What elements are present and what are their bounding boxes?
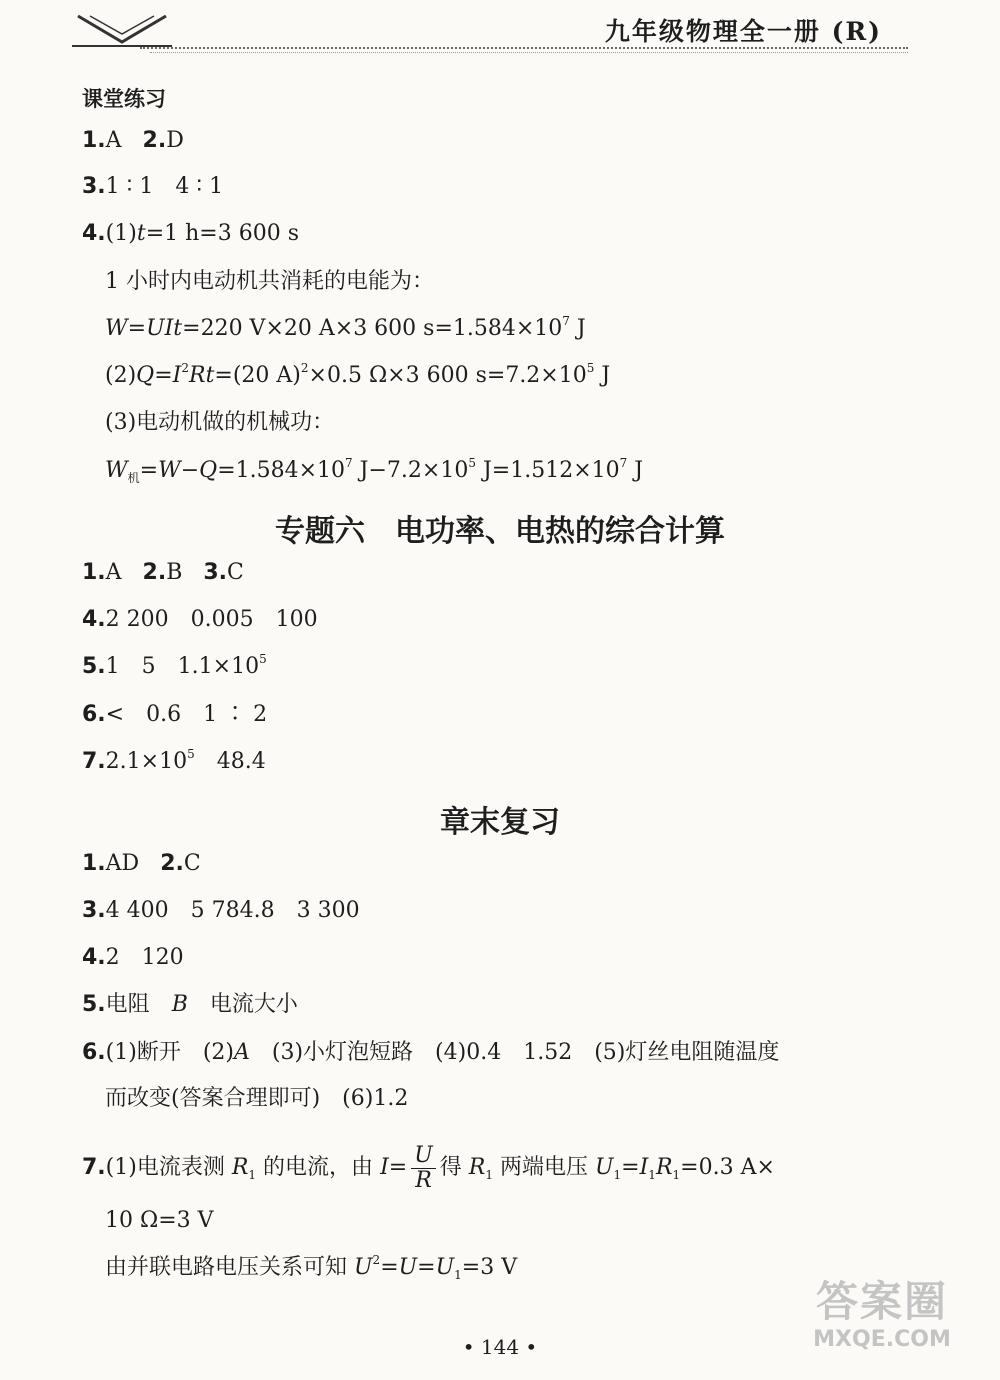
page-header (0, 0, 1000, 60)
answer-line-s3-4: 4.2 120 (82, 945, 184, 970)
equation-electric-work: W=UIt=220 V×20 A×3 600 $s=1.584\times 10^7$ J (105, 314, 586, 341)
answer-line-s3-7-cont: 10 Ω=3 V (105, 1208, 214, 1233)
watermark-url: MXQE.COM (813, 1327, 951, 1352)
answer-line-s2-4: 4.2 200 0.005 100 (82, 607, 318, 632)
answer-line-s3-7: 7.(1)电流表测 $R_1$ 的电流，由 I= $\frac{U}{R}$ 得 $R_1$ 两端电压 $U_1=I_1R_1=0.3$ A× (82, 1142, 775, 1193)
answer-line-3: 3.1 ∶ 1 4 ∶ 1 (82, 174, 224, 199)
answer-line-s2-5: 5.1 5 $1.1\times 10^5$ (82, 652, 267, 679)
section-heading-topic-6: 专题六 电功率、电热的综合计算 (275, 514, 725, 549)
answer-text-mechanical-work: (3)电动机做的机械功： (105, 410, 335, 435)
header-logo-icon (72, 12, 172, 50)
book-title: 九年级物理全一册 (R) (604, 17, 882, 46)
answer-text-energy: 1 小时内电动机共消耗的电能为： (105, 269, 434, 294)
answer-line-s3-3: 3.4 400 5 784.8 3 300 (82, 898, 360, 923)
page-number: • 144 • (462, 1335, 538, 1359)
section-label-classroom: 课堂练习 (82, 87, 166, 111)
equation-mechanical-work: $W_机=W-Q=1.584\times 10^7$ $J-7.2\times 10^5$ $J=1.512\times 10^7$ J (105, 456, 644, 485)
header-divider-secondary (150, 52, 908, 53)
answer-line-s2-1: 1.A 2.B 3.C (82, 560, 244, 585)
section-heading-chapter-review: 章末复习 (440, 805, 560, 840)
answer-line-s3-5: 5.电阻 B 电流大小 (82, 992, 298, 1017)
watermark-logo (782, 1278, 982, 1366)
answer-line-s2-7: $7.2.1\times 10^5$ 48.4 (82, 747, 266, 774)
answer-line-s3-6-cont: 而改变(答案合理即可) (6)1.2 (105, 1086, 409, 1111)
answer-line-s2-6: 6.< 0.6 1 ∶ 2 (82, 702, 268, 727)
answer-line-4: 4.(1)t=1 h=3 600 s (82, 221, 299, 246)
header-divider (140, 47, 908, 49)
equation-heat: $(2)Q=I^2Rt=(20$ A)$^2$×0.5 Ω×3 600 $s=7.2\times 10^5$ J (105, 361, 611, 388)
fraction-u-over-r: $\frac{U}{R}$ (411, 1144, 436, 1193)
answer-line-s3-6: 6.(1)断开 (2)A (3)小灯泡短路 (4)0.4 1.52 (5)灯丝电阻随温度 (82, 1040, 780, 1065)
watermark-text: 答案圈 (815, 1277, 948, 1326)
answer-line-s3-1: 1.AD 2.C (82, 851, 201, 876)
answer-line-1-2: 1.A 2.D (82, 128, 184, 153)
answer-line-s3-7-parallel: 由并联电路电压关系可知 $U^2=U=U_1=3$ V (105, 1253, 518, 1282)
